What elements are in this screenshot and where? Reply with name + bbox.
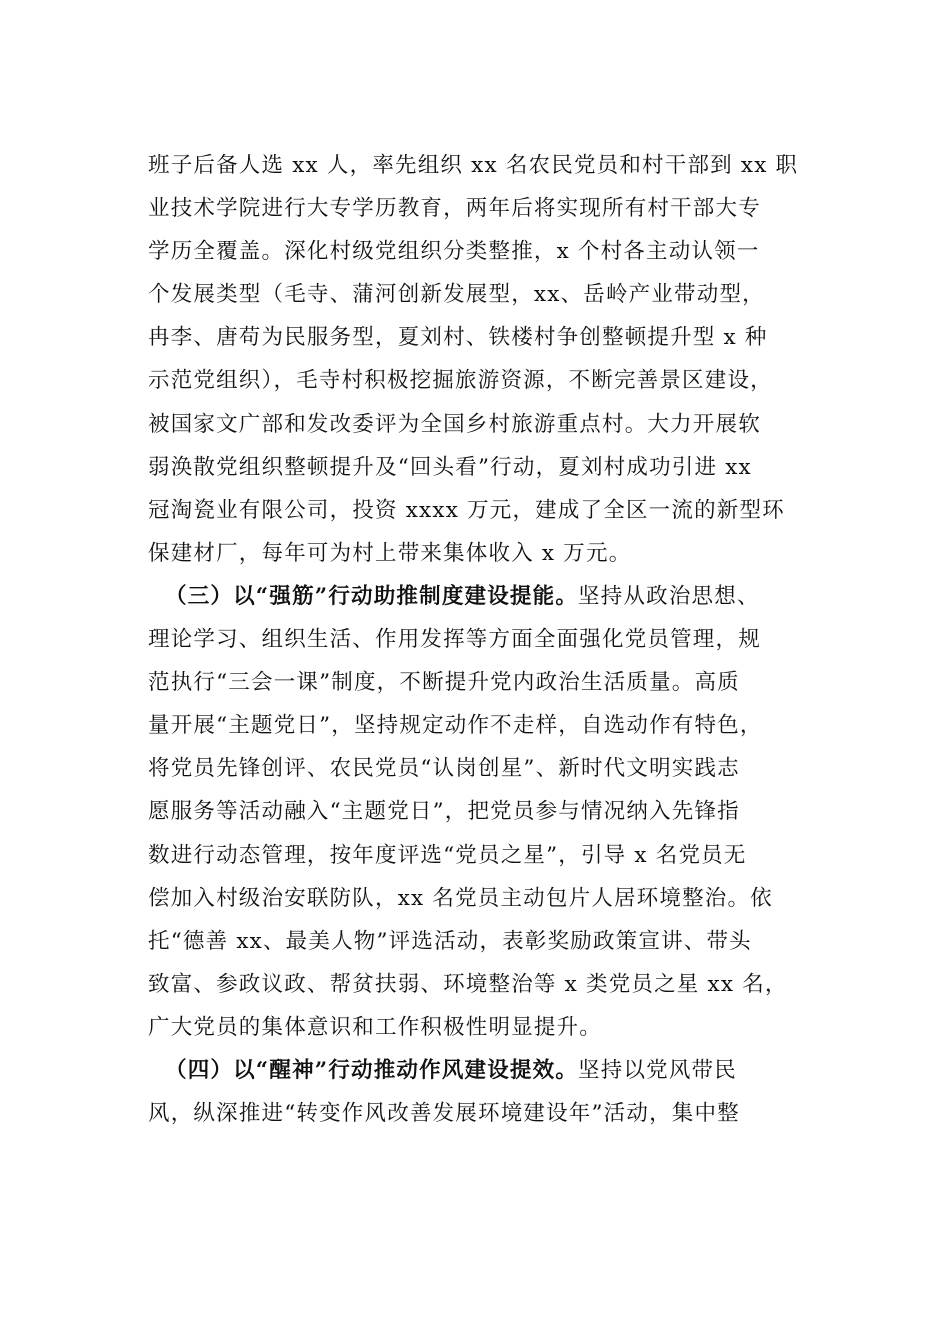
text-line: 托“德善 xx、最美人物”评选活动，表彰奖励政策宣讲、带头 (148, 928, 752, 954)
text-line: 范执行“三会一课”制度，不断提升党内政治生活质量。高质 (148, 670, 740, 696)
text-line: 班子后备人选 xx 人，率先组织 xx 名农民党员和村干部到 xx 职 (148, 153, 799, 178)
text-span: 坚持从政治思想、 (578, 583, 760, 609)
text-line: 个发展类型（毛寺、蒲河创新发展型，xx、岳岭产业带动型， (148, 282, 765, 308)
text-line: 偿加入村级治安联防队，xx 名党员主动包片人居环境整治。依 (148, 885, 773, 911)
text-line: 量开展“主题党日”，坚持规定动作不走样，自选动作有特色， (148, 713, 763, 739)
paragraph-system-building (148, 575, 828, 1049)
text-line: 数进行动态管理，按年度评选“党员之星”，引导 x 名党员无 (148, 842, 747, 868)
paragraph-work-style (148, 1049, 828, 1135)
paragraph-first-line (148, 575, 828, 618)
text-line: 致富、参政议政、帮贫扶弱、环境整治等 x 类党员之星 xx 名， (148, 971, 788, 997)
text-line: 冉李、唐苟为民服务型，夏刘村、铁楼村争创整顿提升型 x 种 (148, 325, 768, 351)
text-line: 将党员先锋创评、农民党员“认岗创星”、新时代文明实践志 (148, 756, 740, 782)
text-line: 被国家文广部和发改委评为全国乡村旅游重点村。大力开展软 (148, 411, 761, 437)
paragraph-organization-building (148, 144, 828, 575)
text-line: 理论学习、组织生活、作用发挥等方面全面强化党员管理，规 (148, 627, 761, 653)
text-line: 学历全覆盖。深化村级党组织分类整推，x 个村各主动认领一 (148, 239, 760, 265)
text-line: 广大党员的集体意识和工作积极性明显提升。 (148, 1014, 603, 1040)
text-line: 风，纵深推进“转变作风改善发展环境建设年”活动，集中整 (148, 1101, 740, 1127)
text-line: 保建材厂，每年可为村上带来集体收入 x 万元。 (148, 540, 632, 566)
section-heading-four: （四）以“醒神”行动推动作风建设提效。 (165, 1057, 579, 1083)
document-body (148, 144, 828, 1135)
text-line: 示范党组织），毛寺村积极挖掘旅游资源，不断完善景区建设， (148, 368, 773, 394)
text-line: 弱涣散党组织整顿提升及“回头看”行动，夏刘村成功引进 xx (148, 454, 752, 480)
text-line: 业技术学院进行大专学历教育，两年后将实现所有村干部大专 (148, 196, 761, 222)
text-span: 坚持以党风带民 (578, 1057, 737, 1083)
section-heading-three: （三）以“强筋”行动助推制度建设提能。 (165, 583, 579, 609)
text-line: 愿服务等活动融入“主题党日”，把党员参与情况纳入先锋指 (148, 799, 740, 825)
paragraph-first-line (148, 1049, 828, 1092)
text-line: 冠淘瓷业有限公司，投资 xxxx 万元，建成了全区一流的新型环 (148, 497, 785, 523)
